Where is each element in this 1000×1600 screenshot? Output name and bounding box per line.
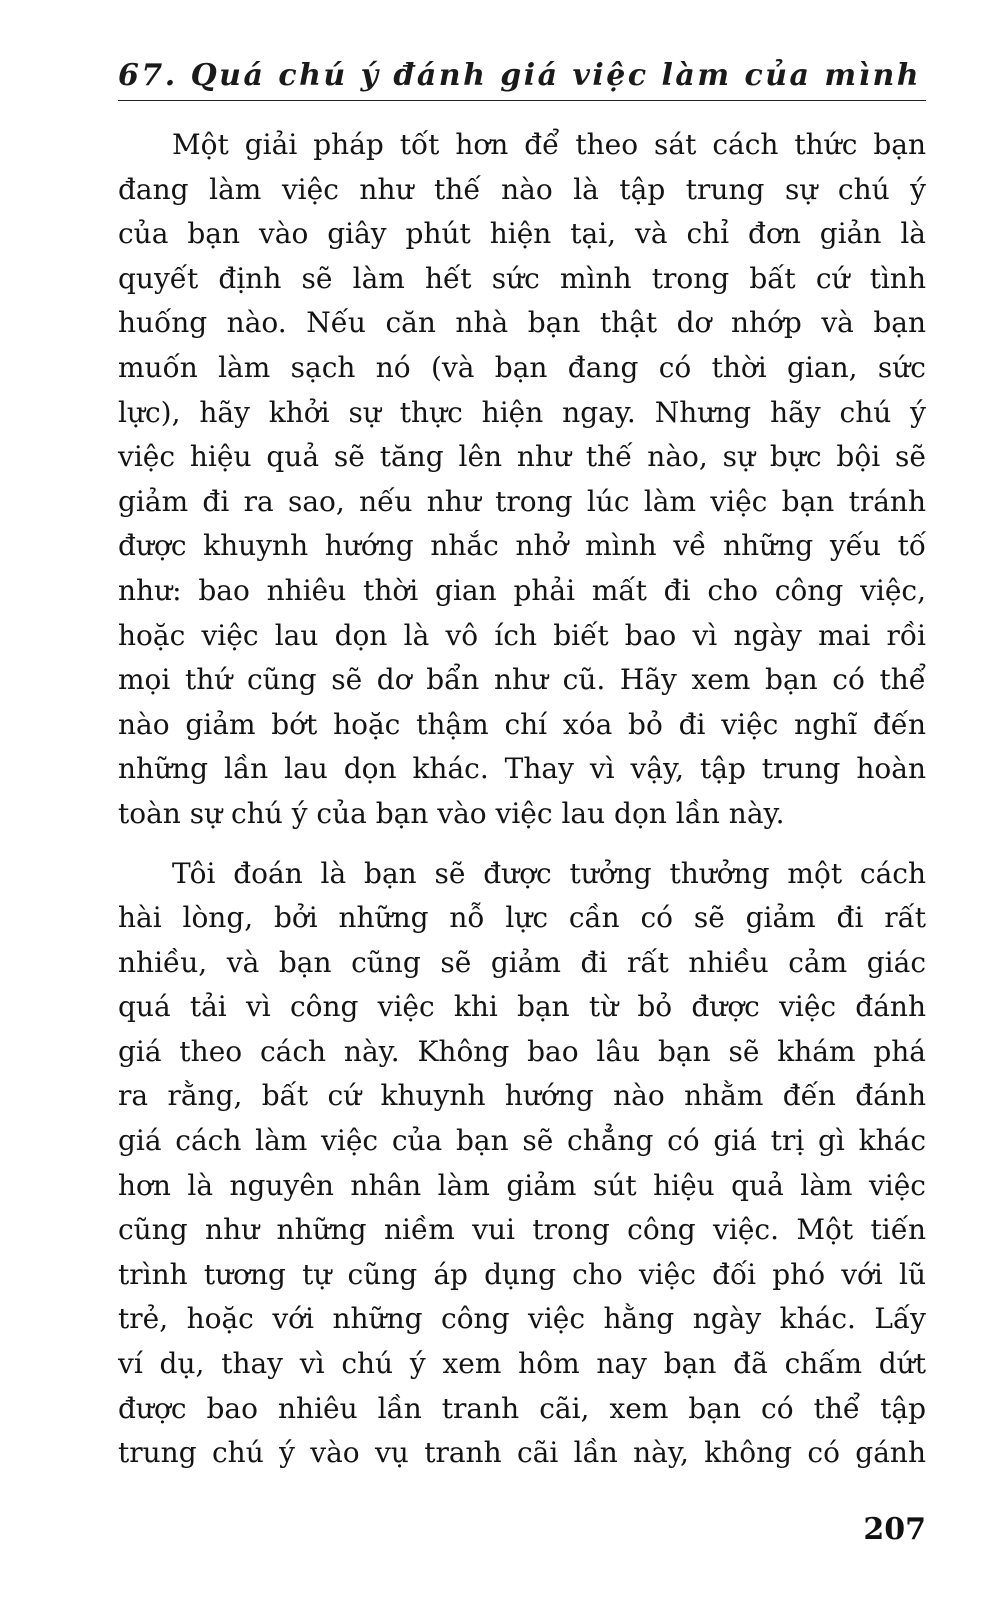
text-line: những lần lau dọn khác. Thay vì vậy, tập trung hoàn [118,752,926,786]
text-line: cũng như những niềm vui trong công việc. Một tiến [118,1213,926,1247]
page-number: 207 [863,1512,926,1547]
text-line: của bạn vào giây phút hiện tại, và chỉ đơn giản là [118,217,926,251]
text-line: huống nào. Nếu căn nhà bạn thật dơ nhớp và bạn [118,306,926,340]
text-line: ra rằng, bất cứ khuynh hướng nào nhằm đến đánh [118,1079,926,1113]
text-line: giá theo cách này. Không bao lâu bạn sẽ khám phá [118,1034,926,1068]
text-line: như: bao nhiêu thời gian phải mất đi cho công việc, [118,573,926,607]
text-line: mọi thứ cũng sẽ dơ bẩn như cũ. Hãy xem bạn có thể [118,663,926,697]
text-line: trẻ, hoặc với những công việc hằng ngày khác. Lấy [118,1302,926,1336]
text-line: giá cách làm việc của bạn sẽ chẳng có giá trị gì khác [118,1124,926,1158]
text-line: Một giải pháp tốt hơn để theo sát cách thức bạn [172,128,926,161]
text-line: quyết định sẽ làm hết sức mình trong bất cứ tình [118,261,926,295]
text-line: trung chú ý vào vụ tranh cãi lần này, không có gánh [118,1436,926,1470]
text-line: hơn là nguyên nhân làm giảm sút hiệu quả làm việc [118,1168,926,1202]
paragraph-1 [118,123,926,837]
running-title: 67. Quá chú ý đánh giá việc làm của mình [118,58,922,93]
body-text [118,123,926,1476]
text-line: giảm đi ra sao, nếu như trong lúc làm việc bạn tránh [118,484,926,518]
text-line: nào giảm bớt hoặc thậm chí xóa bỏ đi việc nghĩ đến [118,707,926,741]
text-line: nhiều, và bạn cũng sẽ giảm đi rất nhiều cảm giác [118,945,926,979]
text-line: toàn sự chú ý của bạn vào việc lau dọn lần này. [118,796,785,830]
text-line: hài lòng, bởi những nỗ lực cần có sẽ giảm đi rất [118,901,926,935]
text-line: được bao nhiêu lần tranh cãi, xem bạn có thể tập [118,1391,926,1425]
header-rule [118,100,926,101]
text-line: được khuynh hướng nhắc nhở mình về những yếu tố [118,529,926,563]
text-line: hoặc việc lau dọn là vô ích biết bao vì ngày mai rồi [118,618,926,652]
text-line: việc hiệu quả sẽ tăng lên như thế nào, sự bực bội sẽ [118,440,926,474]
text-line: muốn làm sạch nó (và bạn đang có thời gian, sức [118,350,926,384]
text-line: ví dụ, thay vì chú ý xem hôm nay bạn đã chấm dứt [118,1347,926,1381]
text-line: quá tải vì công việc khi bạn từ bỏ được việc đánh [118,990,926,1024]
text-line: Tôi đoán là bạn sẽ được tưởng thưởng một cách [172,856,926,890]
text-line: lực), hãy khởi sự thực hiện ngay. Nhưng hãy chú ý [118,395,926,429]
paragraph-2 [118,852,926,1476]
text-line: trình tương tự cũng áp dụng cho việc đối phó với lũ [118,1257,926,1291]
text-line: đang làm việc như thế nào là tập trung sự chú ý [118,172,926,206]
